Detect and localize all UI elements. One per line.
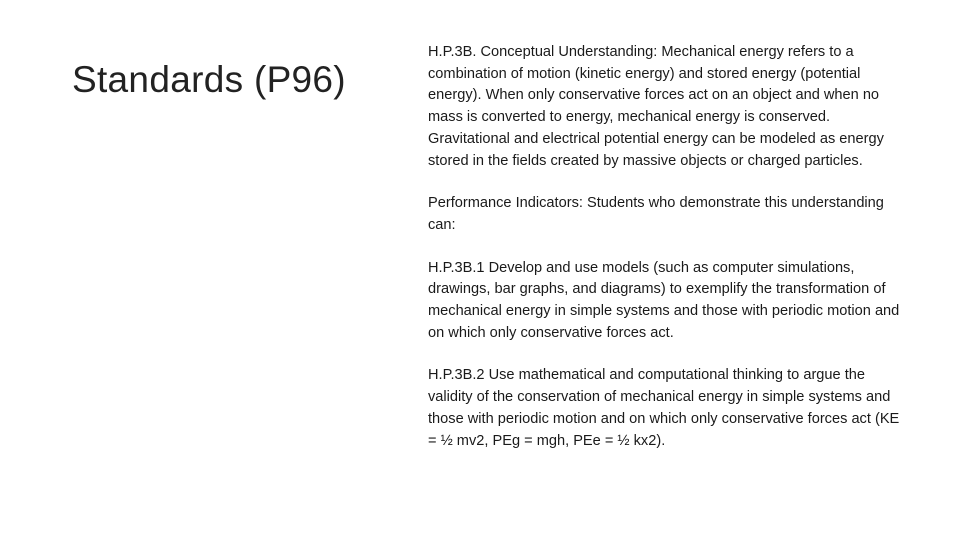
standard-conceptual-understanding: H.P.3B. Conceptual Understanding: Mechanical energy refers to a combination of motion (kinetic energy) and stored energy (potential energy). When only conservative forces act on an object and when no mass is converted to energy, mechanical energy is conserved. Gravitational and electrical potential energy can be modeled as energy stored in the fields created by massive objects or charged particles.	[428, 44, 884, 169]
slide-title: Standards (P96)	[72, 59, 346, 100]
performance-indicator-3b2: H.P.3B.2 Use mathematical and computational thinking to argue the validity of the conservation of mechanical energy in simple systems and those with periodic motion and on which only conservative forces act (KE = ½ mv2, PEg = mgh, PEe = ½ kx2).	[428, 367, 900, 449]
performance-indicators-intro: Performance Indicators: Students who demonstrate this understanding can:	[428, 195, 884, 233]
slide-body	[428, 42, 910, 473]
performance-indicator-3b1: H.P.3B.1 Develop and use models (such as computer simulations, drawings, bar graphs, and diagrams) to exemplify the transformation of mechanical energy in simple systems and those with periodic motion and on which only conservative forces act.	[428, 259, 900, 341]
